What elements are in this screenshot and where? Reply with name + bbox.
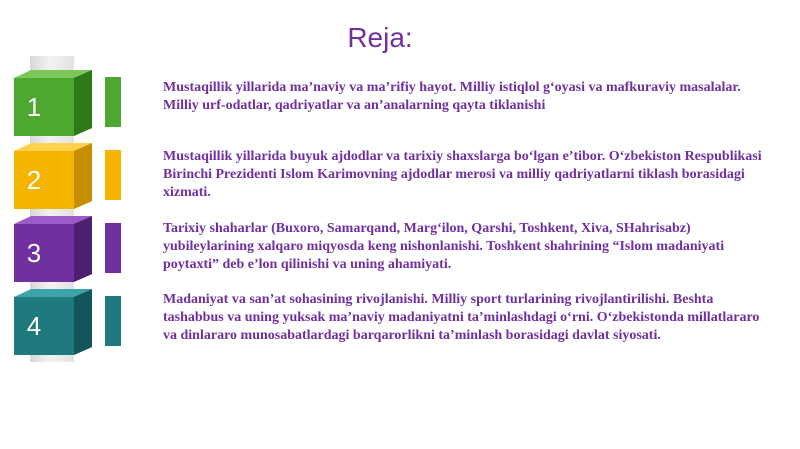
- cube-2: [14, 143, 92, 209]
- cube-4: [14, 289, 92, 355]
- cube-side: [74, 289, 92, 355]
- cube-3: [14, 216, 92, 282]
- item-number: 3: [26, 238, 42, 268]
- item-number: 1: [26, 92, 42, 122]
- accent-bar-4: [105, 296, 121, 346]
- item-number: 4: [26, 311, 42, 341]
- cube-side: [74, 216, 92, 282]
- cube-1: [14, 70, 92, 136]
- accent-bar-3: [105, 223, 121, 273]
- cube-side: [74, 143, 92, 209]
- cube-side: [74, 70, 92, 136]
- item-1-text: Mustaqillik yillarida ma’naviy va ma’rifiy hayot. Milliy istiqlol g‘oyasi va mafkuraviy masalalar. Milliy urf-odatlar, qadriyatlar va an’analarning qayta tiklanishi: [163, 80, 741, 113]
- slide-title: Reja:: [347, 22, 413, 53]
- item-3-text: Tarixiy shaharlar (Buxoro, Samarqand, Marg‘ilon, Qarshi, Toshkent, Xiva, SHahrisabz) yubileylarining xalqaro miqyosda keng nishonlanishi. Toshkent shahrining “Islom madaniyati poytaxti” deb e’lon qilinishi va uning ahamiyati.: [163, 221, 725, 272]
- item-2-text: Mustaqillik yillarida buyuk ajdodlar va tarixiy shaxslarga bo‘lgan e’tibor. O‘zbekiston Respublikasi Birinchi Prezidenti Islom Karimovning ajdodlar merosi va milliy qadriyatlarni tiklash borasidagi xizmati.: [163, 149, 762, 200]
- accent-bar-2: [105, 150, 121, 200]
- item-number: 2: [26, 165, 42, 195]
- item-4-text: Madaniyat va san’at sohasining rivojlanishi. Milliy sport turlarining rivojlantirilishi. Beshta tashabbus va uning yuksak ma’naviy madaniyatni ta’minlashdagi o‘rni. O‘zbekistonda millatlararo va dinlararo munosabatlardagi barqarorlikni ta’minlash borasidagi davlat siyosati.: [163, 292, 760, 343]
- accent-bar-1: [105, 77, 121, 127]
